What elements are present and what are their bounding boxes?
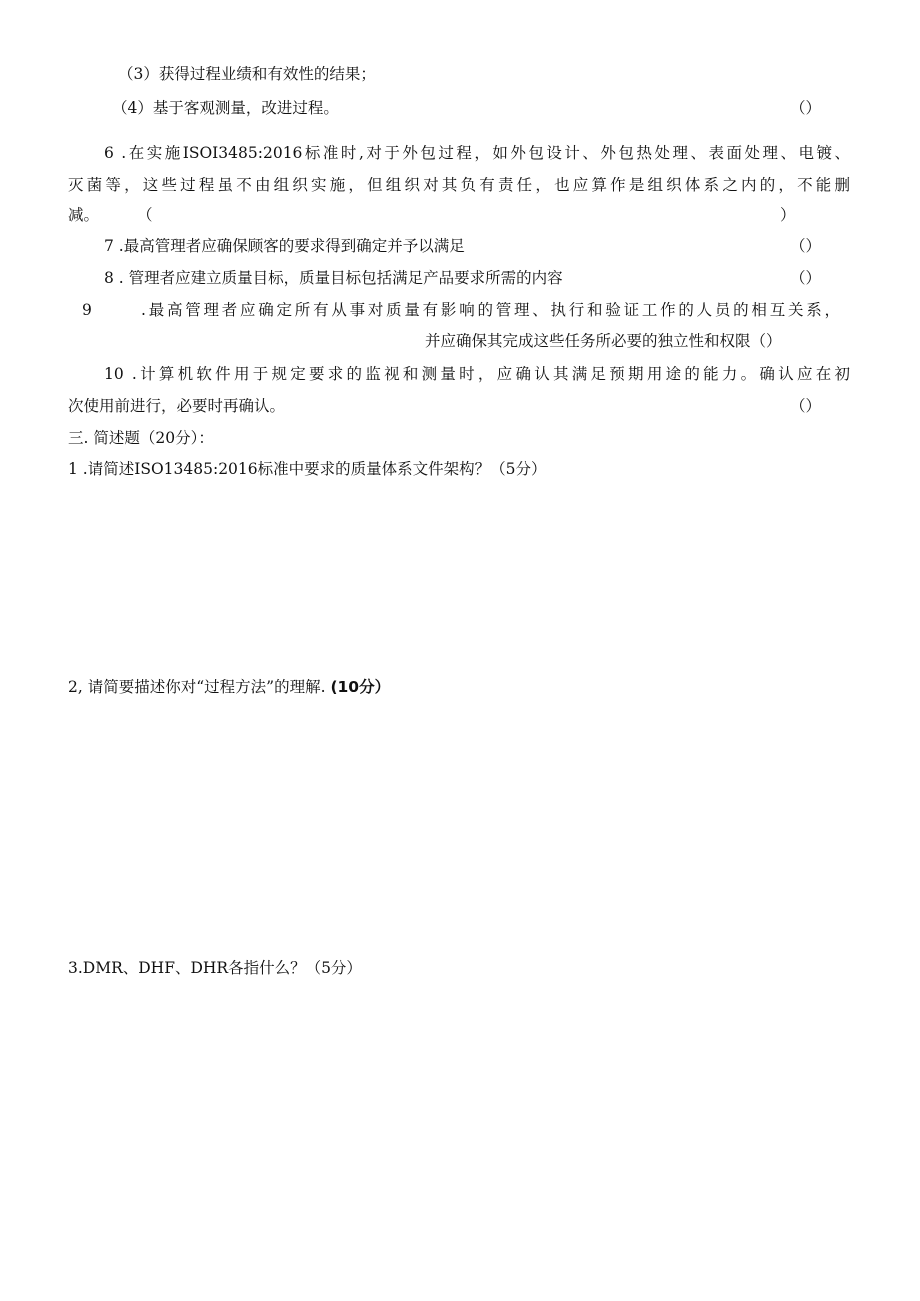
question-6-line-1: 6 .在实施ISOI3485:2016标准时,对于外包过程，如外包设计、外包热处理、表面处理、电镀、 <box>104 144 850 162</box>
question-9-line-2: 并应确保其完成这些任务所必要的独立性和权限（） <box>425 332 782 350</box>
answer-blank-10[interactable]: （） <box>790 397 822 415</box>
question-9-number: 9 <box>82 301 92 319</box>
answer-blank-6-open[interactable]: （ <box>137 206 153 224</box>
short-question-3: 3.DMR、DHF、DHR各指什么？（5分） <box>68 959 362 977</box>
question-10-line-2: 次使用前进行，必要时再确认。 <box>68 397 286 415</box>
section-3-heading: 三. 简述题（20分）： <box>68 429 214 447</box>
sub-item-3: （3）获得过程业绩和有效性的结果； <box>118 65 376 83</box>
question-6-line-3: 减。 <box>68 206 100 224</box>
question-7: 7 .最高管理者应确保顾客的要求得到确定并予以满足 <box>104 237 465 255</box>
question-6-line-2: 灭菌等，这些过程虽不由组织实施，但组织对其负有责任，也应算作是组织体系之内的，不能删 <box>68 176 850 194</box>
answer-blank-6-close[interactable]: ） <box>780 206 796 224</box>
short-question-2 <box>68 677 390 697</box>
answer-blank-8[interactable]: （） <box>790 269 822 287</box>
answer-blank-7[interactable]: （） <box>790 237 822 255</box>
short-question-2-score: (10分） <box>330 678 391 696</box>
short-question-2-text: 2, 请简要描述你对“过程方法”的理解. <box>68 678 326 696</box>
question-8: 8 . 管理者应建立质量目标，质量目标包括满足产品要求所需的内容 <box>104 269 563 287</box>
short-question-1: 1 .请简述ISO13485:2016标准中要求的质量体系文件架构？（5分） <box>68 460 547 478</box>
answer-blank-4[interactable]: （） <box>790 99 822 117</box>
question-9-line-1: .最高管理者应确定所有从事对质量有影响的管理、执行和验证工作的人员的相互关系， <box>141 301 840 319</box>
question-10-line-1: 10 .计算机软件用于规定要求的监视和测量时，应确认其满足预期用途的能力。确认应在初 <box>104 365 850 383</box>
sub-item-4: （4）基于客观测量，改进过程。 <box>112 99 339 117</box>
